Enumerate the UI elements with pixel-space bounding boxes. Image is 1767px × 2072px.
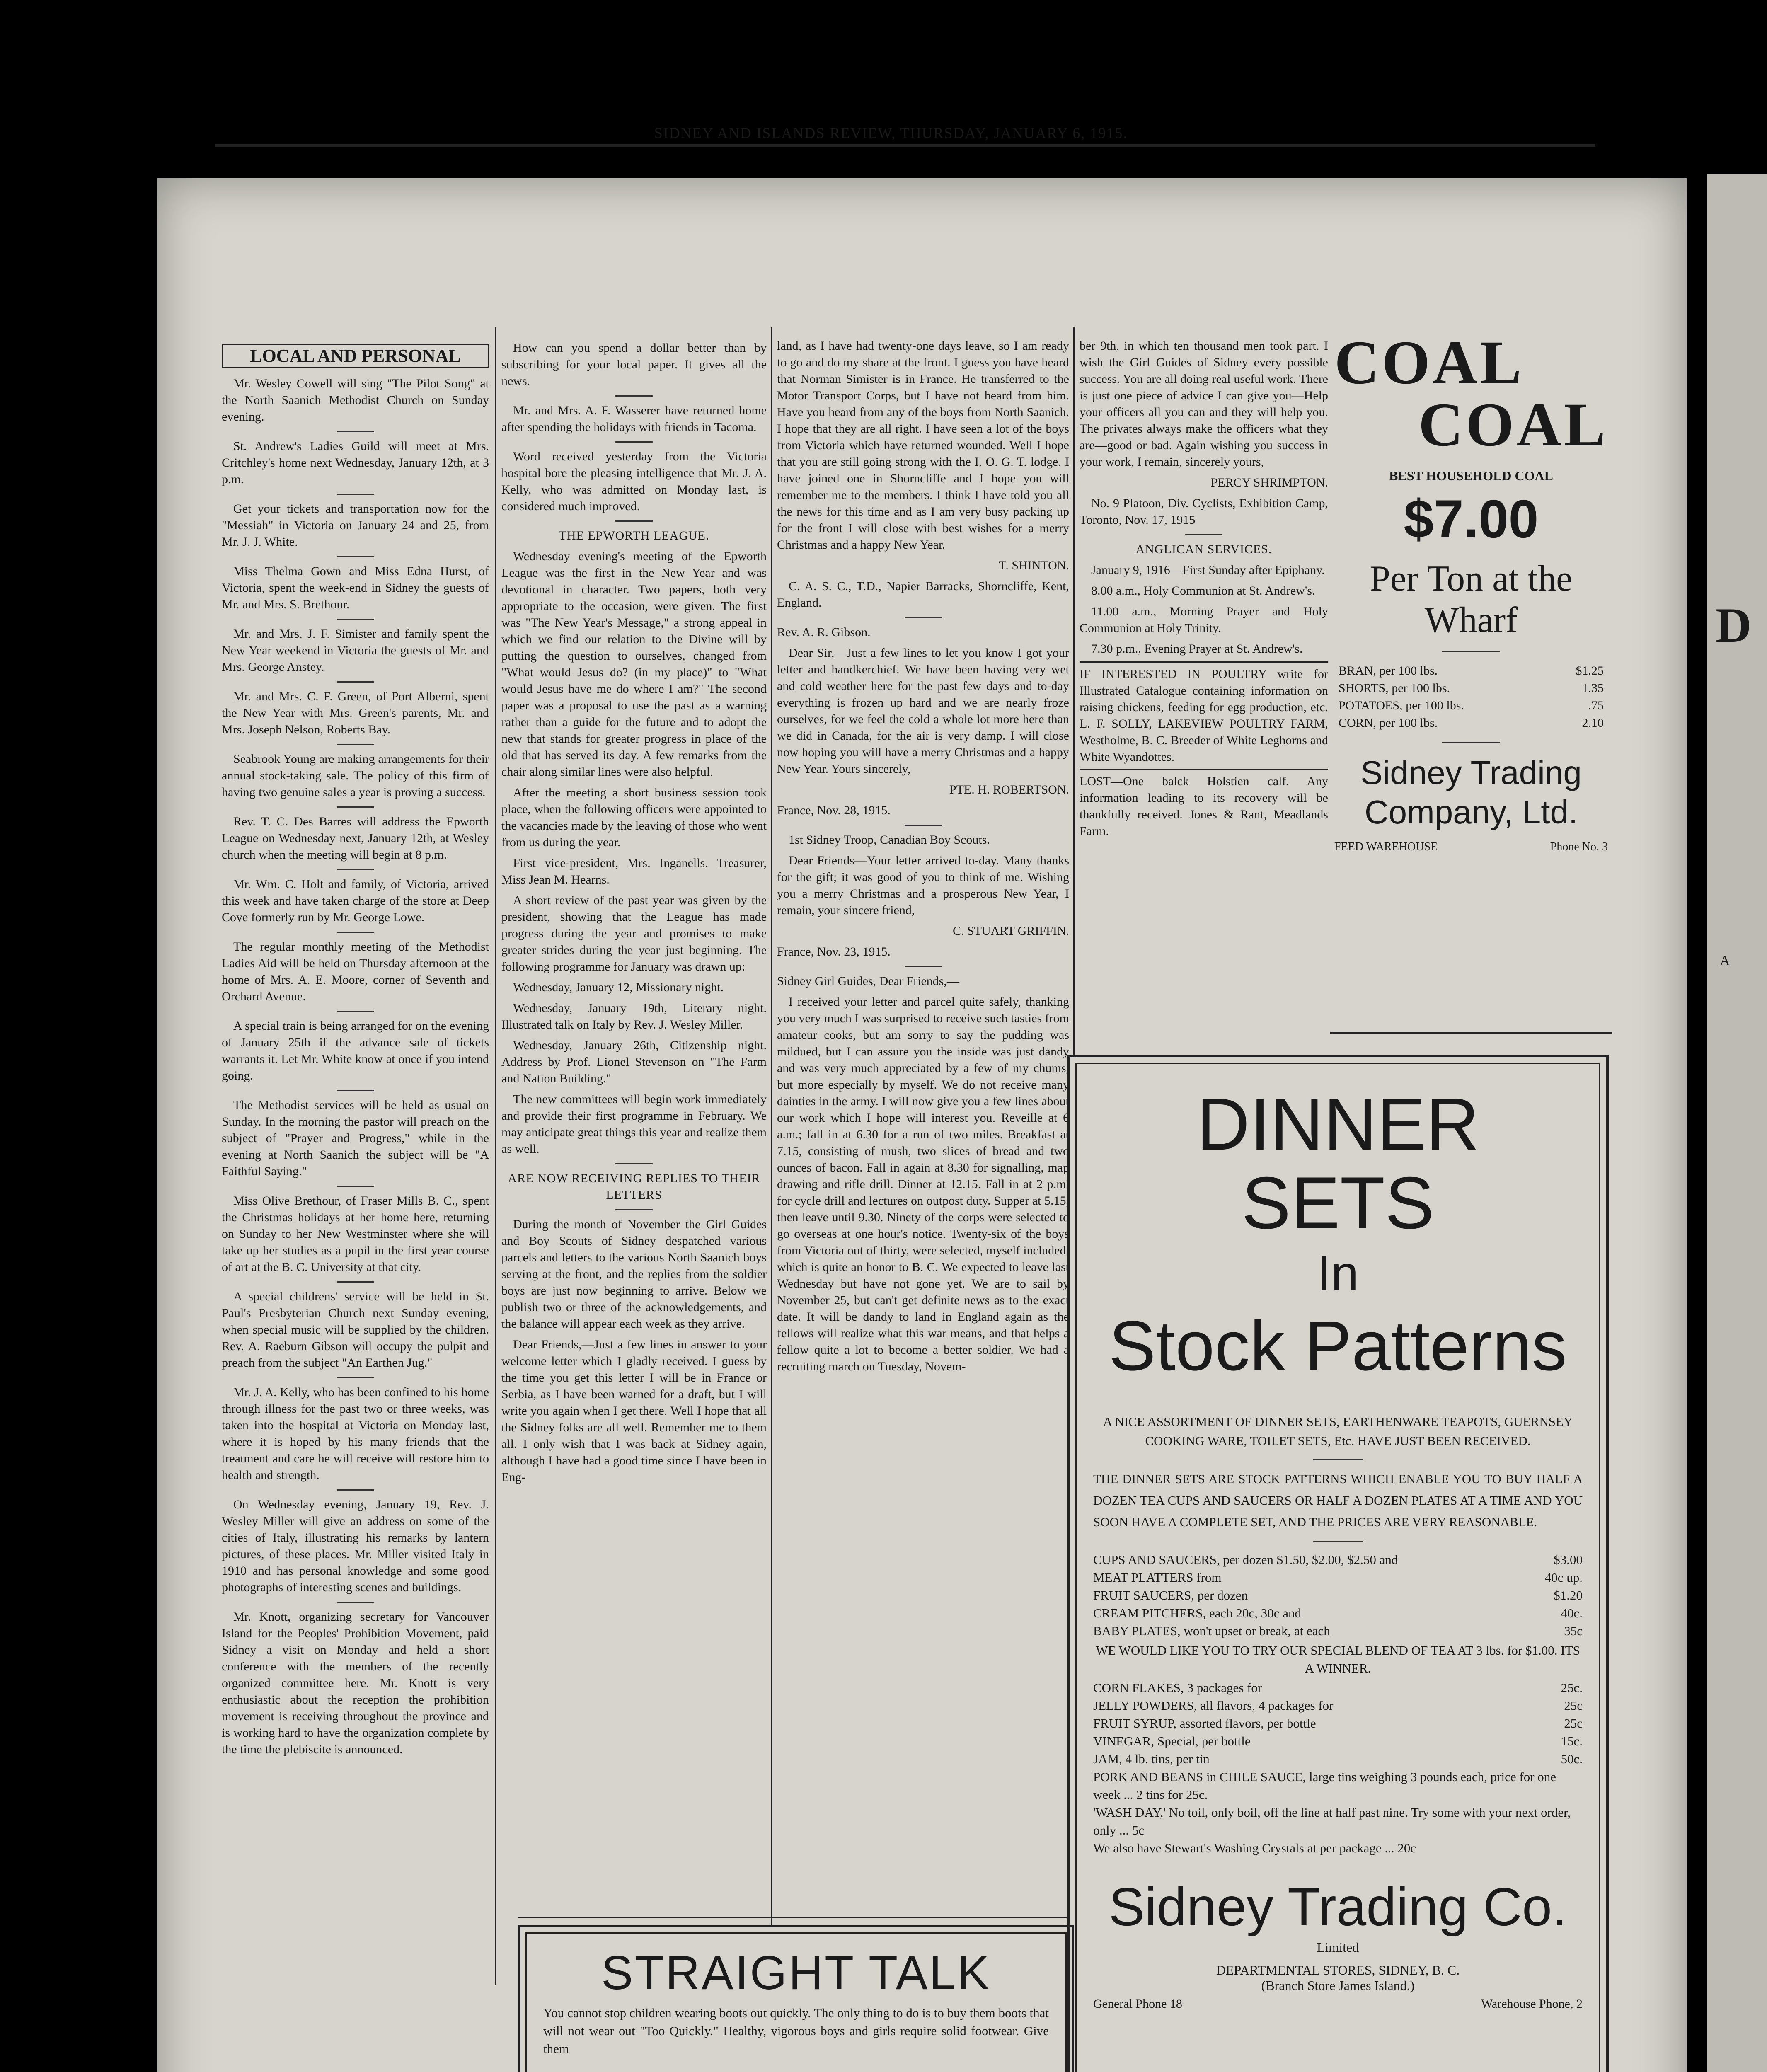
news-item: Wednesday evening's meeting of the Epworth League was the first in the New Year and was devotional in character. Two papers, both very appropriate to the occasion, were given. The first was "The New Year's Message," a strong appeal in which we find our relation to the Divine will by putting the question to ourselves, changed from "What would Jesus do? (in my place)" to "What would Jesus have me do where I am?" The second paper was a proposal to use the past as a warning rather than a guide for the future and to adopt the new that stands for greater progress in place of the old that has served its day. A few remarks from the chair along similar lines were also helpful. (501, 549, 767, 779)
price-row (1093, 1750, 1583, 1768)
dinner-title: DINNER SETS (1196, 1083, 1479, 1244)
company-stores: DEPARTMENTAL STORES, SIDNEY, B. C. (1216, 1963, 1460, 1978)
price-row (1093, 1622, 1583, 1640)
coal-price: $7.00 (1404, 489, 1539, 549)
news-item: How can you spend a dollar better than by subscribing for your local paper. It gives all the news. (501, 341, 767, 388)
item-name: JELLY POWDERS, all flavors, 4 packages for (1093, 1698, 1334, 1713)
column-rule (495, 327, 496, 1985)
item-name: MEAT PLATTERS from (1093, 1570, 1222, 1585)
ad-rule (1330, 1032, 1612, 1034)
news-item: Seabrook Young are making arrangements for their annual stock-taking sale. The policy of this firm of having two genuine sales a year is proving a success. (222, 752, 489, 799)
letters-column (777, 338, 1069, 1912)
column-rule (518, 1917, 1069, 1918)
news-item: ber 9th, in which ten thousand men took part. I wish the Girl Guides of Sidney every possible success. You are all doing real useful work. There is just one piece of advice I can give you—Help your officers all you can and they will help you. The privates always make the officers what they are—good or bad. Again wishing you success in your work, I remain, sincerely yours, (1080, 339, 1328, 469)
pork-beans: PORK AND BEANS in CHILE SAUCE, large tins weighing 3 pounds each, price for one week ... 2 tins for 25c. (1093, 1769, 1556, 1802)
address: C. A. S. C., T.D., Napier Barracks, Shorncliffe, Kent, England. (777, 579, 1069, 610)
letters-heading: ARE NOW RECEIVING REPLIES TO THEIR LETTERS (508, 1172, 760, 1202)
news-item: land, as I have had twenty-one days leave, so I am ready to go and do my share at the front. I guess you have heard that Norman Simister is in France. He transferred to the Motor Transport Corps, but I have not heard from him. Have you heard from any of the boys from North Saanich. I hope that they are all right. I have seen a lot of the boys from Victoria which have returned wounded. Well I hope that you are still going strong with the I. O. G. T. lodge. I have joined one in Shorncliffe and I hope you will remember me to the members. I think I have told you all the news for this time and as I am very busy packing up for the front I will close with best wishes for a merry Christmas and a happy New Year. (777, 339, 1069, 552)
item-price: $1.25 (1576, 664, 1604, 678)
masthead: SIDNEY AND ISLANDS REVIEW, THURSDAY, JANUARY 6, 1915. (654, 125, 1128, 141)
item-price: $3.00 (1554, 1552, 1583, 1567)
edge-letter: D (1716, 598, 1752, 653)
signature: PTE. H. ROBERTSON. (949, 783, 1069, 796)
local-personal-column (222, 344, 489, 2072)
company-branch: (Branch Store James Island.) (1261, 1978, 1415, 1993)
divider (1442, 651, 1500, 652)
coal-subtitle: BEST HOUSEHOLD COAL (1389, 468, 1553, 483)
news-item: St. Andrew's Ladies Guild will meet at Mrs. Critchley's home next Wednesday, January 12th, at 3 p.m. (222, 439, 489, 486)
news-item: A special train is being arranged for on the evening of January 25th if the advance sale of tickets warrants it. Let Mr. White know at once if you intend going. (222, 1019, 489, 1082)
column-rule (771, 327, 772, 1927)
news-item: Wednesday, January 12, Missionary night. (513, 980, 724, 994)
shoe-inner-border (525, 1932, 1067, 2072)
item-name: VINEGAR, Special, per bottle (1093, 1734, 1251, 1748)
salutation: Rev. A. R. Gibson. (777, 625, 871, 639)
divider (1313, 1459, 1363, 1460)
dinner-company: Sidney Trading Co. (1109, 1876, 1567, 1937)
news-item: The Methodist services will be held as usual on Sunday. In the morning the pastor will preach on the subject of "Prayer and Progress," while in the evening at North Saanich the subject will be "A Faithful Saying." (222, 1098, 489, 1178)
news-item: Get your tickets and transportation now for the "Messiah" in Victoria on January 24 and 25, from Mr. J. J. White. (222, 502, 489, 549)
news-item: During the month of November the Girl Guides and Boy Scouts of Sidney despatched various parcels and letters to the various North Saanich boys serving at the front, and the replies from the soldier boys are just now beginning to arrive. Below we publish two or three of the acknowledgements, and the balance will appear each week as they arrive. (501, 1218, 767, 1331)
news-item: On Wednesday evening, January 19, Rev. J. Wesley Miller will give an address on some of the cities of Italy, illustrating his remarks by lantern pictures, of these places. Mr. Miller visited Italy in 1910 and has personal knowledge and some good photographs of interesting scenes and buildings. (222, 1498, 489, 1594)
epworth-column (501, 340, 767, 1915)
item-price: .75 (1588, 699, 1604, 712)
item-price: 25c (1564, 1716, 1583, 1731)
news-item: Mr. and Mrs. A. F. Wasserer have returned home after spending the holidays with friends in Tacoma. (501, 404, 767, 434)
wash-day: 'WASH DAY,' No toil, only boil, off the line at half past nine. Try some with your next order, only ... 5c (1093, 1805, 1571, 1837)
item-name: CREAM PITCHERS, each 20c, 30c and (1093, 1606, 1301, 1620)
item-price: 40c. (1561, 1606, 1583, 1620)
dinner-in: In (1317, 1246, 1359, 1301)
item-name: CORN, per 100 lbs. (1339, 716, 1438, 730)
column-rule (1073, 327, 1075, 1057)
item-name: SHORTS, per 100 lbs. (1339, 681, 1450, 695)
price-row (1093, 1679, 1583, 1697)
general-phone: General Phone 18 (1093, 1997, 1182, 2011)
dinner-body: THE DINNER SETS ARE STOCK PATTERNS WHICH ENABLE YOU TO BUY HALF A DOZEN TEA CUPS AND SAUCERS OR HALF A DOZEN PLATES AT A TIME AND YOU SOON HAVE A COMPLETE SET, AND THE PRICES ARE VERY REASONABLE. (1093, 1472, 1583, 1529)
phone-label: Phone No. 3 (1550, 840, 1608, 853)
signature: PERCY SHRIMPTON. (1210, 476, 1328, 489)
item-price: 40c up. (1544, 1570, 1583, 1585)
local-personal-heading: LOCAL AND PERSONAL (222, 344, 489, 368)
service-item: 8.00 a.m., Holy Communion at St. Andrew's. (1091, 584, 1315, 598)
divider (1313, 1541, 1363, 1542)
signature: C. STUART GRIFFIN. (952, 924, 1069, 938)
item-name: BABY PLATES, won't upset or break, at each (1093, 1624, 1330, 1638)
news-item: Mr. Knott, organizing secretary for Vancouver Island for the Peoples' Prohibition Movement, paid Sidney a visit on Monday and held a short conference with the members of the recently organized committee here. Mr. Knott is very enthusiastic about the reception the prohibition movement is receiving throughout the province and is working hard to have the organization complete by the time the plebiscite is announced. (222, 1610, 489, 1756)
item-price: 2.10 (1582, 716, 1604, 730)
item-price: 15c. (1561, 1734, 1583, 1748)
item-name: BRAN, per 100 lbs. (1339, 664, 1438, 678)
price-row (1093, 1604, 1583, 1622)
item-price: 50c. (1561, 1752, 1583, 1766)
adjacent-page-edge (1707, 174, 1767, 2072)
item-price: 25c. (1561, 1680, 1583, 1695)
straight-talk-title: STRAIGHT TALK (601, 1946, 991, 1999)
news-item: Mr. Wesley Cowell will sing "The Pilot Song" at the North Saanich Methodist Church on Sunday evening. (222, 377, 489, 424)
news-item: First vice-president, Mrs. Inganells. Treasurer, Miss Jean M. Hearns. (501, 856, 767, 886)
warehouse-label: FEED WAREHOUSE (1334, 840, 1438, 853)
dinner-price-list (1093, 1551, 1583, 1640)
news-item: The new committees will begin work immediately and provide their first programme in February. We may anticipate great things this year and realize them as well. (501, 1092, 767, 1156)
news-item: A short review of the past year was given by the president, showing that the League has made progress during the year and promises to make greater strides during the year just beginning. The following programme for January was drawn up: (501, 893, 767, 973)
masthead-rule (215, 144, 1595, 147)
price-row (1093, 1732, 1583, 1750)
news-item: Mr. Wm. C. Holt and family, of Victoria, arrived this week and have taken charge of the store at Deep Cove formerly run by Mr. George Lowe. (222, 877, 489, 924)
news-item: After the meeting a short business session took place, when the following officers were appointed to the vacancies made by the leaving of those who went from us during the year. (501, 786, 767, 849)
company-phones (1093, 1995, 1583, 2013)
salutation: Sidney Girl Guides, Dear Friends,— (777, 974, 959, 988)
leckie-boots (543, 2070, 1049, 2072)
dateline: France, Nov. 23, 1915. (777, 945, 891, 959)
poultry-text: IF INTERESTED IN POULTRY write for Illustrated Catalogue containing information on raising chickens, feeding for egg production, etc. L. F. SOLLY, LAKEVIEW POULTRY FARM, Westholme, B. C. Breeder of White Leghorns and White Wyandottes. (1080, 667, 1328, 764)
price-row (1339, 714, 1604, 732)
news-item: I received your letter and parcel quite safely, thanking you very much I was surprised to receive such tasties from amateur cooks, but am sorry to say the pudding was mildued, but I can assure you the inside was just dandy and was very much appreciated by a few of my chums, but more especially by myself. We do not receive many dainties in the army. I will now give you a few lines about our work which I hope will interest you. Reveille at 6 a.m.; fall in at 6.30 for a run of two miles. Breakfast at 7.15, consisting of mush, two slices of bread and two ounces of bacon. Fall in again at 8.30 for signalling, map drawing and rifle drill. Dinner at 12.15. Fall in at 2 p.m. for cycle drill and lectures on outpost duty. Supper at 5.15, then leave until 9.30. Ninety of the corps were selected to go overseas at one hour's notice. Twenty-six of the boys from Victoria out of thirty, were selected, myself included, which is quite an honor to B. C. We expected to leave last Wednesday but have not gone yet. We are to sail by November 25, but can't get definite news as to the exact date. It will be dandy to land in England again as the fellows will realize what this war means, and that helps a fellow quite a lot to become a better soldier. We had a recruiting march on Tuesday, Novem- (777, 995, 1069, 1373)
dinner-sets-ad (1067, 1055, 1609, 2072)
warehouse-phone: Warehouse Phone, 2 (1481, 1997, 1583, 2011)
news-item: Mr. and Mrs. C. F. Green, of Port Alberni, spent the New Year with Mrs. Green's parents, Mr. and Mrs. Joseph Nelson, Roberts Bay. (222, 690, 489, 736)
item-price: $1.20 (1554, 1588, 1583, 1602)
divider (1442, 742, 1500, 743)
news-item: Word received yesterday from the Victoria hospital bore the pleasing intelligence that Mr. J. A. Kelly, who was admitted on Monday last, is considered much improved. (501, 450, 767, 513)
news-item: Miss Thelma Gown and Miss Edna Hurst, of Victoria, spent the week-end in Sidney the guests of Mr. and Mrs. S. Brethour. (222, 564, 489, 611)
item-name: CUPS AND SAUCERS, per dozen $1.50, $2.00, $2.50 and (1093, 1552, 1398, 1567)
news-item: Miss Olive Brethour, of Fraser Mills B. C., spent the Christmas holidays at her home here, returning on Sunday to her New Westminster where she will take up her studies as a pupil in the first year course of art at the B. C. University at that city. (222, 1194, 489, 1274)
service-item: 11.00 a.m., Morning Prayer and Holy Communion at Holy Trinity. (1080, 605, 1328, 635)
item-price: 1.35 (1582, 681, 1604, 695)
news-item: Rev. T. C. Des Barres will address the Epworth League on Wednesday next, January 12th, at Wesley church when the meeting will begin at 8 p.m. (222, 815, 489, 862)
coal-title: COAL (1334, 328, 1524, 397)
coal-ad (1334, 328, 1608, 1024)
coal-title: COAL (1418, 390, 1608, 459)
shoe-text: You cannot stop children wearing boots out quickly. The only thing to do is to buy them boots that will not wear out "Too Quickly." Healthy, vigorous boys and girls require solid footwear. Give them (543, 2006, 1049, 2056)
lost-notice: LOST—One balck Holstien calf. Any information leading to its recovery will be thankfully received. Jones & Rant, Meadlands Farm. (1080, 775, 1328, 838)
shoe-ad (518, 1925, 1074, 2072)
item-name: POTATOES, per 100 lbs. (1339, 699, 1464, 712)
price-row (1339, 662, 1604, 680)
item-name: JAM, 4 lb. tins, per tin (1093, 1752, 1210, 1766)
coal-footer (1334, 838, 1608, 856)
price-row (1093, 1714, 1583, 1732)
dinner-stock-patterns: Stock Patterns (1109, 1307, 1567, 1385)
news-item: Wednesday, January 26th, Citizenship night. Address by Prof. Lionel Stevenson on "The Farm and Nation Building." (501, 1038, 767, 1085)
price-row (1093, 1697, 1583, 1714)
anglican-column (1080, 338, 1328, 1051)
feed-price-list (1339, 662, 1604, 732)
dinner-intro: A NICE ASSORTMENT OF DINNER SETS, EARTHENWARE TEAPOTS, GUERNSEY COOKING WARE, TOILET SETS, Etc. HAVE JUST BEEN RECEIVED. (1103, 1414, 1573, 1448)
dinner-inner-border (1075, 1063, 1600, 2072)
washing-crystals: We also have Stewart's Washing Crystals at per package ... 20c (1093, 1841, 1416, 1855)
dateline: France, Nov. 28, 1915. (777, 804, 891, 817)
item-name: FRUIT SYRUP, assorted flavors, per bottle (1093, 1716, 1316, 1731)
anglican-heading: ANGLICAN SERVICES. (1135, 542, 1272, 556)
service-item: January 9, 1916—First Sunday after Epiphany. (1091, 563, 1325, 577)
news-item: Dear Sir,—Just a few lines to let you know I got your letter and handkerchief. We have been having very wet and cold weather here for the past few days and to-day everything is frozen up hard and we are nearly froze ourselves, for we feel the cold a whole lot more here than we did in Canada, for the air is very damp. I will close now hoping you will have a merry Christmas and a happy New Year. Yours sincerely, (777, 646, 1069, 776)
news-item: Wednesday, January 19th, Literary night. Illustrated talk on Italy by Rev. J. Wesley Miller. (501, 1001, 767, 1031)
price-row (1339, 697, 1604, 714)
price-row (1093, 1586, 1583, 1604)
signature: T. SHINTON. (999, 559, 1069, 572)
salutation: 1st Sidney Troop, Canadian Boy Scouts. (789, 833, 990, 847)
grocery-price-list (1093, 1679, 1583, 1768)
item-price: 35c (1564, 1624, 1583, 1638)
news-item: The regular monthly meeting of the Methodist Ladies Aid will be held on Thursday afternoon at the home of Mrs. A. E. Moore, corner of Seventh and Orchard Avenue. (222, 940, 489, 1003)
coal-per-ton: Per Ton at the Wharf (1370, 559, 1573, 640)
news-item: Mr. and Mrs. J. F. Simister and family spent the New Year weekend in Victoria the guests of Mr. and Mrs. George Anstey. (222, 627, 489, 674)
news-item: Dear Friends,—Just a few lines in answer to your welcome letter which I gladly received. I guess by the time you get this letter I will be in France or Serbia, as I have been warned for a draft, but I will write you again when I get there. Well I hope that all the Sidney folks are all well. Remember me to them all. I only wish that I was back at Sidney again, although I have had a good time since I have been in Eng- (501, 1338, 767, 1484)
tea-offer: WE WOULD LIKE YOU TO TRY OUR SPECIAL BLEND OF TEA AT 3 lbs. for $1.00. ITS A WINNER. (1096, 1643, 1580, 1675)
price-row (1093, 1551, 1583, 1569)
news-item: Mr. J. A. Kelly, who has been confined to his home through illness for the past two or three weeks, was taken into the hospital at Victoria on Monday last, where it is hoped by his many friends that the treatment and care he will receive will restore him to health and strength. (222, 1385, 489, 1482)
price-row (1339, 680, 1604, 697)
news-item: A special childrens' service will be held in St. Paul's Presbyterian Church next Sunday evening, when special music will be supplied by the children. Rev. A. Raeburn Gibson will occupy the pulpit and preach from the subject "An Earthen Jug." (222, 1290, 489, 1370)
coal-company: Sidney Trading Company, Ltd. (1360, 754, 1582, 830)
poultry-ad (1080, 661, 1328, 770)
item-name: FRUIT SAUCERS, per dozen (1093, 1588, 1248, 1602)
price-row (1093, 1569, 1583, 1586)
epworth-heading: THE EPWORTH LEAGUE. (559, 529, 709, 542)
service-item: 7.30 p.m., Evening Prayer at St. Andrew's. (1091, 642, 1303, 656)
item-price: 25c (1564, 1698, 1583, 1713)
address: No. 9 Platoon, Div. Cyclists, Exhibition Camp, Toronto, Nov. 17, 1915 (1080, 496, 1328, 527)
company-limited: Limited (1317, 1940, 1359, 1955)
news-item: Dear Friends—Your letter arrived to-day. Many thanks for the gift; it was good of you to think of me. Wishing you a merry Christmas and a prosperous New Year, I remain, your sincere friend, (777, 854, 1069, 917)
edge-letter: A (1720, 953, 1730, 968)
item-name: CORN FLAKES, 3 packages for (1093, 1680, 1262, 1695)
